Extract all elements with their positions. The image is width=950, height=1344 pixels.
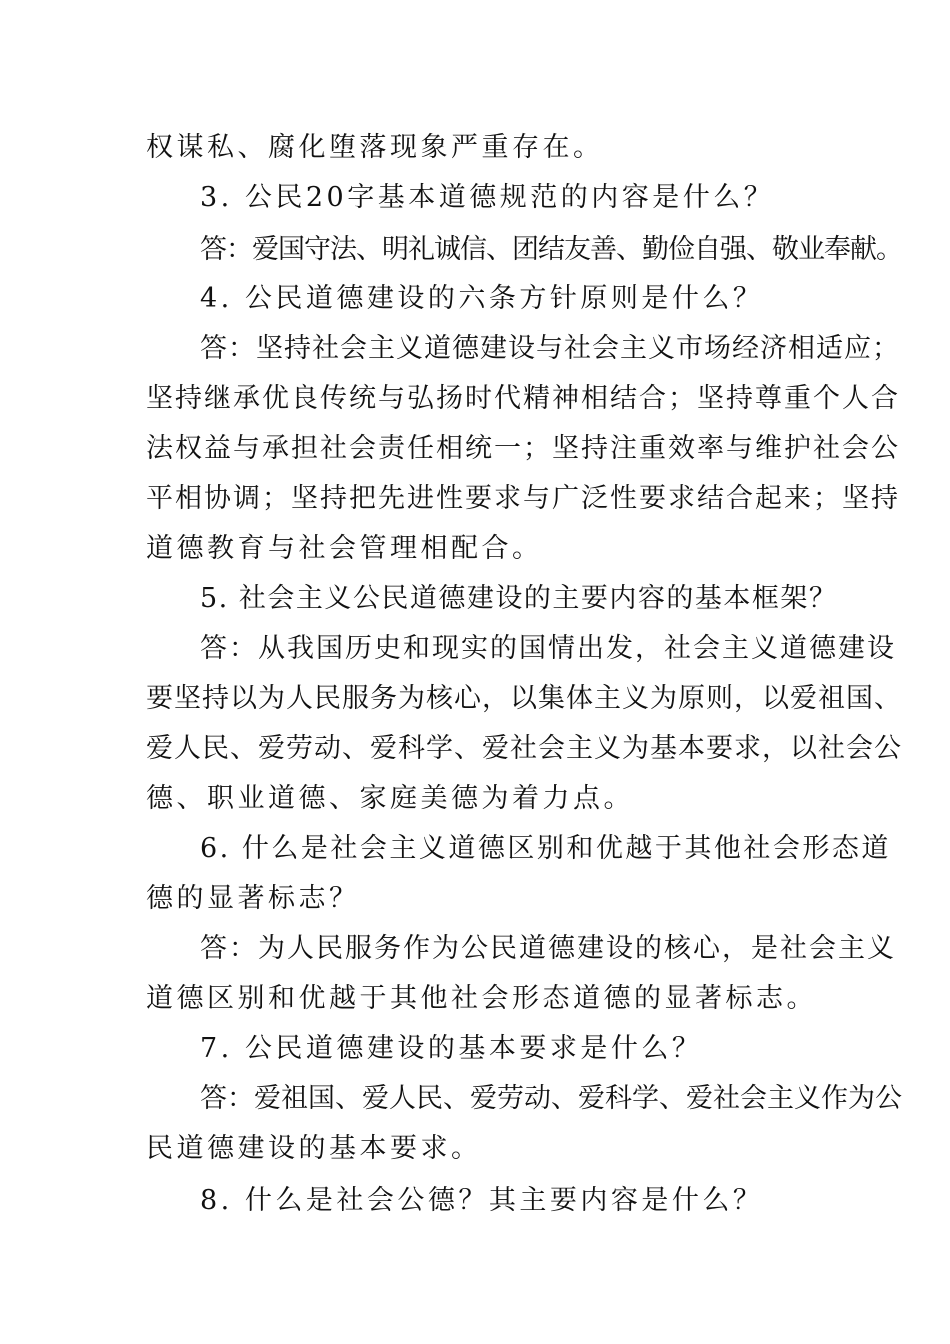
answer-6-line-2: 道德区别和优越于其他社会形态道德的显著标志。	[146, 983, 817, 1014]
question-6-line-1: 6. 什么是社会主义道德区别和优越于其他社会形态道	[200, 833, 891, 864]
text-line: 权谋私、腐化堕落现象严重存在。	[146, 132, 604, 163]
question-8: 8. 什么是社会公德？其主要内容是什么？	[200, 1185, 764, 1216]
question-7: 7. 公民道德建设的基本要求是什么？	[200, 1033, 703, 1064]
answer-5-line-4: 德、职业道德、家庭美德为着力点。	[146, 783, 634, 814]
answer-7-line-2: 民道德建设的基本要求。	[146, 1133, 482, 1164]
question-6-line-2: 德的显著标志？	[146, 883, 360, 914]
question-3: 3. 公民20字基本道德规范的内容是什么？	[200, 182, 775, 213]
question-5: 5. 社会主义公民道德建设的主要内容的基本框架？	[200, 583, 838, 614]
answer-5-line-3: 爱人民、爱劳动、爱科学、爱社会主义为基本要求，以社会公	[146, 733, 902, 764]
answer-3: 答：爱国守法、明礼诚信、团结友善、勤俭自强、敬业奉献。	[200, 234, 902, 265]
answer-5-line-1: 答：从我国历史和现实的国情出发，社会主义道德建设	[200, 633, 896, 664]
answer-4-line-4: 平相协调；坚持把先进性要求与广泛性要求结合起来；坚持	[146, 483, 900, 514]
answer-4-line-2: 坚持继承优良传统与弘扬时代精神相结合；坚持尊重个人合	[146, 383, 900, 414]
question-4: 4. 公民道德建设的六条方针原则是什么？	[200, 283, 764, 314]
answer-5-line-2: 要坚持以为人民服务为核心，以集体主义为原则，以爱祖国、	[146, 683, 902, 714]
answer-7-line-1: 答：爱祖国、爱人民、爱劳动、爱科学、爱社会主义作为公	[200, 1083, 902, 1114]
answer-6-line-1: 答：为人民服务作为公民道德建设的核心，是社会主义	[200, 933, 896, 964]
answer-4-line-5: 道德教育与社会管理相配合。	[146, 533, 543, 564]
answer-4-line-1: 答：坚持社会主义道德建设与社会主义市场经济相适应；	[200, 333, 900, 364]
answer-4-line-3: 法权益与承担社会责任相统一；坚持注重效率与维护社会公	[146, 433, 900, 464]
